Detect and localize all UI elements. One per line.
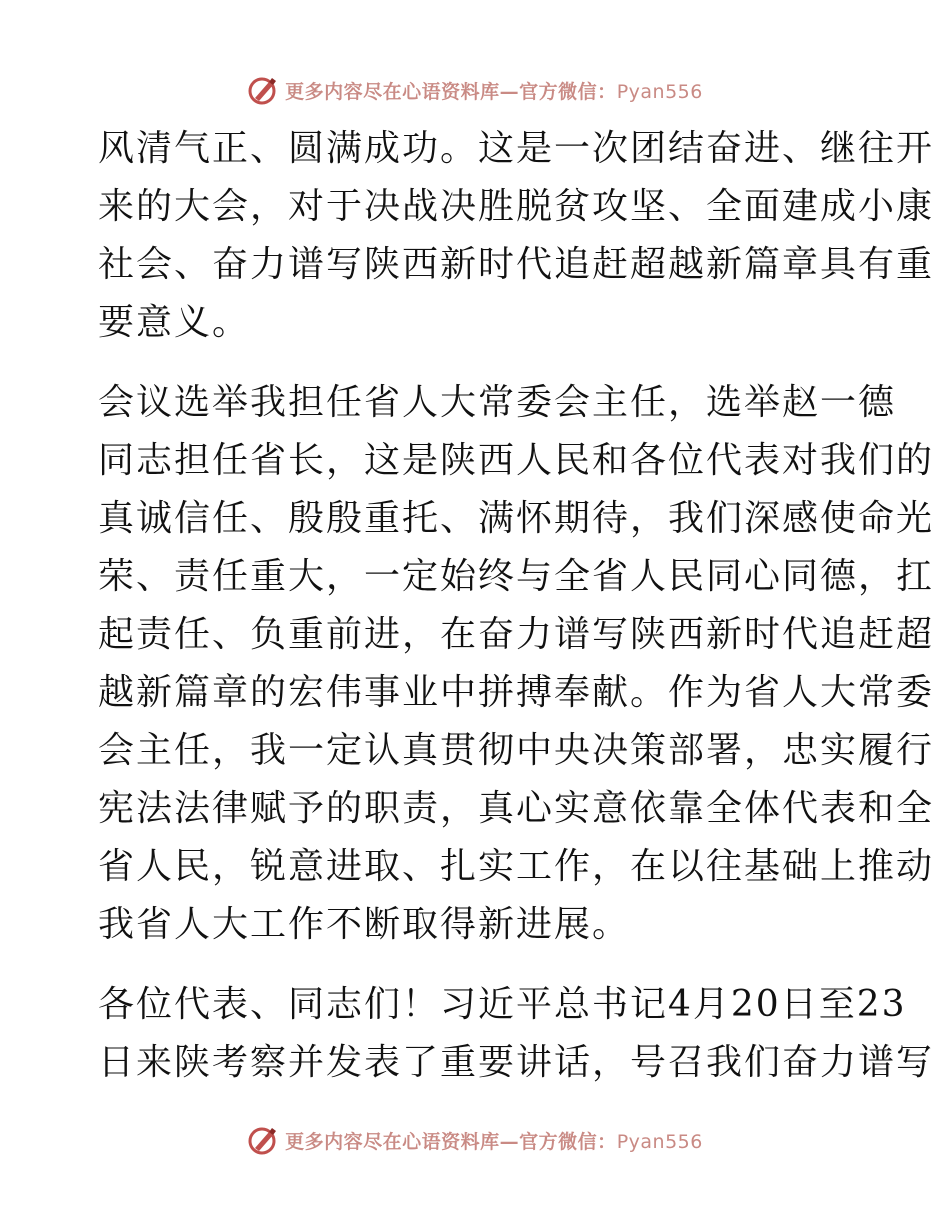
text-line: 风清气正、圆满成功。这是一次团结奋进、继往开 [98,128,935,169]
text-line: 社会、奋力谱写陕西新时代追赶超越新篇章具有重 [98,244,935,285]
text-line: 会主任，我一定认真贯彻中央决策部署，忠实履行 [98,730,935,771]
paragraph-1 [98,120,935,352]
header-watermark [0,70,950,110]
text-line: 真诚信任、殷殷重托、满怀期待，我们深感使命光 [98,498,935,539]
text-line: 起责任、负重前进，在奋力谱写陕西新时代追赶超 [98,614,935,655]
footer-watermark-text: 更多内容尽在心语资料库—官方微信：Pyan556 [285,1130,703,1153]
text-line: 宪法法律赋予的职责，真心实意依靠全体代表和全 [98,788,935,829]
text-line: 省人民，锐意进取、扎实工作，在以往基础上推动 [98,846,935,887]
text-line: 要意义。 [98,302,251,343]
paragraph-2 [98,374,935,954]
text-line: 越新篇章的宏伟事业中拼搏奉献。作为省人大常委 [98,672,935,713]
document-body [98,120,935,1092]
text-line: 来的大会，对于决战决胜脱贫攻坚、全面建成小康 [98,186,935,227]
text-line: 日来陕考察并发表了重要讲话，号召我们奋力谱写 [98,1042,935,1083]
text-line: 会议选举我担任省人大常委会主任，选举赵一德 [98,382,897,423]
header-watermark-text: 更多内容尽在心语资料库—官方微信：Pyan556 [285,80,703,103]
text-line: 我省人大工作不断取得新进展。 [98,904,631,945]
text-line: 同志担任省长，这是陕西人民和各位代表对我们的 [98,440,935,481]
footer-watermark [0,1120,950,1160]
text-line: 荣、责任重大，一定始终与全省人民同心同德，扛 [98,556,935,597]
pen-logo-icon [247,1124,279,1156]
paragraph-3 [98,976,935,1092]
text-line: 各位代表、同志们！习近平总书记4月20日至23 [98,984,907,1025]
pen-logo-icon [247,74,279,106]
